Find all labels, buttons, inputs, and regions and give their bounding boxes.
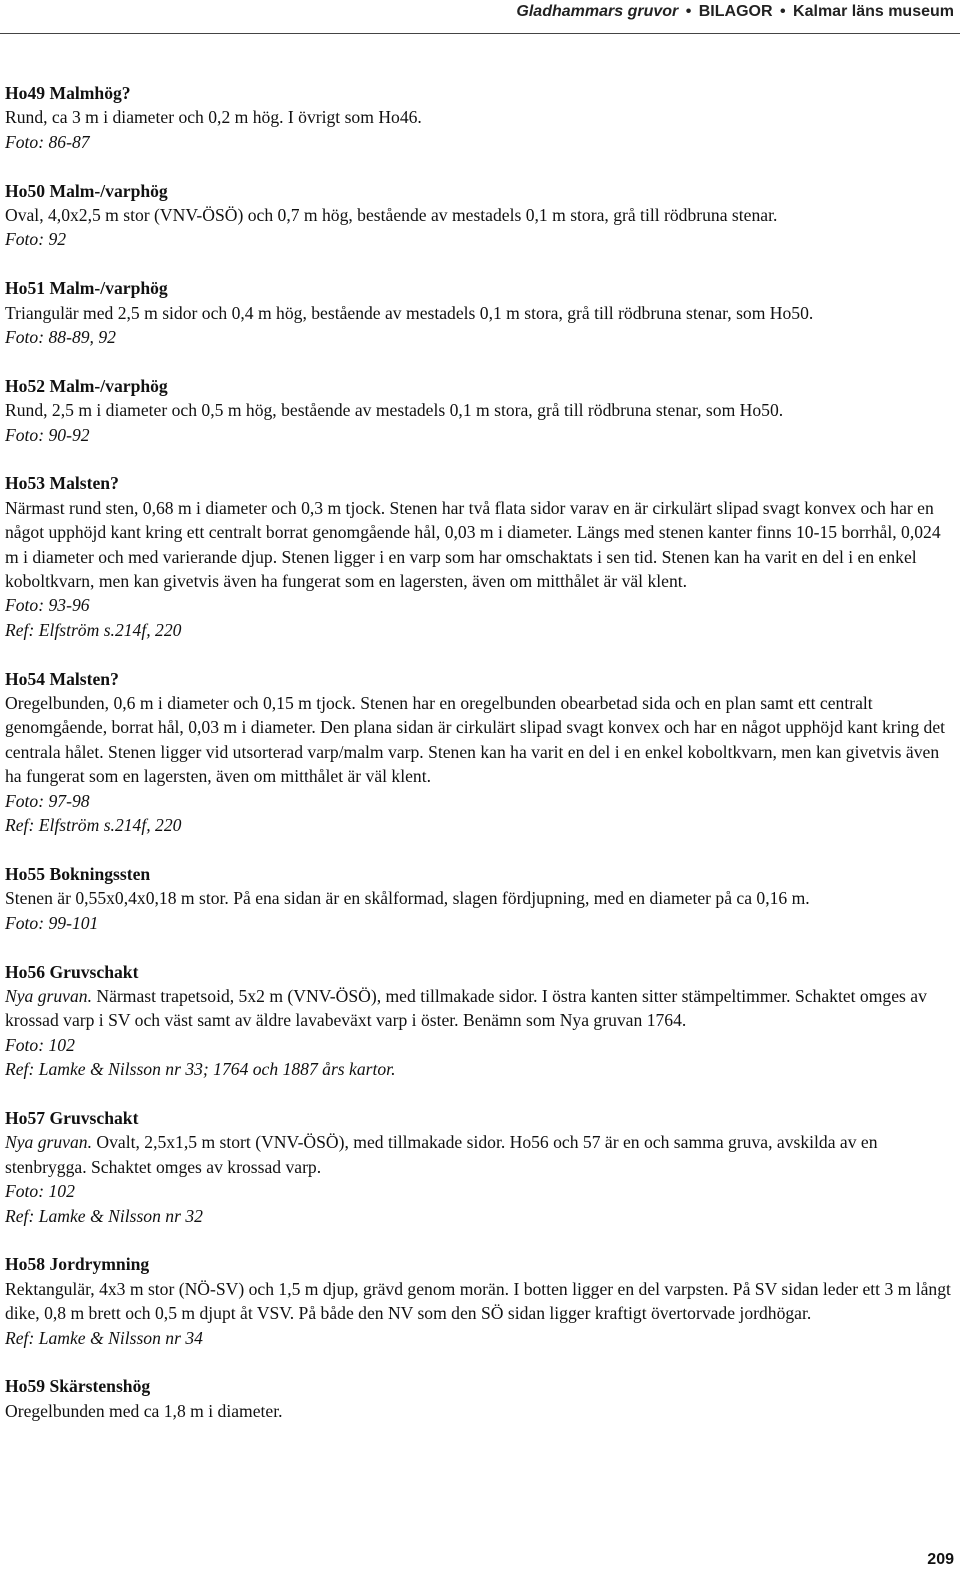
entry-heading: Ho49 Malmhög?	[5, 83, 131, 103]
entry-body: Ovalt, 2,5x1,5 m stort (VNV-ÖSÖ), med tillmakade sidor. Ho56 och 57 är en och samma gruva, avskilda av en stenbrygga. Schaktet omges av krossad varp.	[5, 1132, 878, 1177]
entry-body: Närmast trapetsoid, 5x2 m (VNV-ÖSÖ), med tillmakade sidor. I östra kanten sitter stämpeltimmer. Schaktet omges av krossad varp i SV och väst samt av äldre lavabeväxt varp i öster. Benämn som Nya gruvan 1764.	[5, 985, 927, 1031]
entry-description	[5, 105, 953, 129]
entry-photo-ref: Foto: 92	[5, 229, 67, 250]
entry	[5, 1106, 953, 1228]
entry-description	[5, 301, 953, 325]
entry-body: Oregelbunden, 0,6 m i diameter och 0,15 m tjock. Stenen har en oregelbunden obearbetad sida och en plan samt ett centralt genomgående, borrat hål, 0,03 m i diameter. Den plana sidan är cirkulärt slipad svagt konvex och har en något upphöjd kant kring det centrala hålet. Stenen ligger vid utsorterad varp/malm varp. Stenen kan ha varit en del i en enkel koboltkvarn, men kan givetvis även ha fungerat som en lagersten, även om mitthålet är väl klent.	[5, 693, 946, 787]
entry	[5, 276, 953, 349]
entry	[5, 1252, 953, 1350]
entry-photo-ref: Foto: 97-98	[5, 790, 90, 811]
entry-body: Stenen är 0,55x0,4x0,18 m stor. På ena sidan är en skålformad, slagen fördjupning, med en diameter på ca 0,16 m.	[5, 888, 810, 909]
entry-body: Rektangulär, 4x3 m stor (NÖ-SV) och 1,5 m djup, grävd genom morän. I botten ligger en del varpsten. På SV sidan leder ett 3 m långt dike, 0,8 m brett och 0,5 m djupt åt VSV. På både den NV som den SÖ sidan ligger kraftigt övertorvade jordhögar.	[5, 1278, 951, 1324]
entry-body: Oregelbunden med ca 1,8 m i diameter.	[5, 1400, 283, 1421]
entry-lead: Nya gruvan.	[5, 1132, 92, 1153]
entry-heading: Ho52 Malm-/varphög	[5, 375, 168, 396]
entry-reference: Ref: Lamke & Nilsson nr 34	[5, 1327, 203, 1348]
entry-heading: Ho58 Jordrymning	[5, 1254, 150, 1275]
entry-heading: Ho51 Malm-/varphög	[5, 278, 168, 299]
entry	[5, 862, 953, 935]
header-museum: Kalmar läns museum	[793, 3, 954, 20]
entry	[5, 471, 953, 642]
entry-description	[5, 1277, 953, 1326]
entry-reference: Ref: Elfström s.214f, 220	[5, 619, 182, 640]
entry-description	[5, 691, 953, 789]
entry-description	[5, 496, 953, 594]
entry	[5, 81, 953, 154]
header-rule	[0, 33, 960, 34]
entry-reference: Ref: Lamke & Nilsson nr 33; 1764 och 1887 års kartor.	[5, 1059, 396, 1080]
document-body	[5, 81, 953, 1448]
entry-lead: Nya gruvan.	[5, 985, 92, 1006]
header-title: Gladhammars gruvor	[516, 3, 679, 20]
entry-photo-ref: Foto: 93-96	[5, 595, 90, 616]
entry-description	[5, 1130, 953, 1179]
entry-heading: Ho56 Gruvschakt	[5, 961, 139, 982]
entry	[5, 179, 953, 252]
entry-heading: Ho57 Gruvschakt	[5, 1107, 139, 1128]
entry	[5, 374, 953, 447]
entry-reference: Ref: Lamke & Nilsson nr 32	[5, 1205, 203, 1226]
entry-photo-ref: Foto: 86-87	[5, 131, 90, 152]
entry-reference: Ref: Elfström s.214f, 220	[5, 815, 182, 836]
entry-description	[5, 1399, 953, 1423]
entry	[5, 1374, 953, 1423]
entry-body: Rund, ca 3 m i diameter och 0,2 m hög. I övrigt som Ho46.	[5, 107, 422, 128]
entry-photo-ref: Foto: 102	[5, 1181, 75, 1202]
entry-heading: Ho54 Malsten?	[5, 668, 119, 689]
entry-heading: Ho55 Bokningssten	[5, 863, 151, 884]
entry-description	[5, 398, 953, 422]
entry-body: Triangulär med 2,5 m sidor och 0,4 m hög, bestående av mestadels 0,1 m stora, grå till rödbruna stenar, som Ho50.	[5, 302, 814, 323]
entry-description	[5, 984, 953, 1033]
entry-description	[5, 203, 953, 227]
running-header	[516, 3, 954, 21]
entry	[5, 667, 953, 838]
entry-description	[5, 886, 953, 910]
entry	[5, 960, 953, 1082]
entry-body: Närmast rund sten, 0,68 m i diameter och 0,3 m tjock. Stenen har två flata sidor varav en är cirkulärt slipad svagt konvex och har en något upphöjd kant kring ett centralt borrat genomgående hål, 0,03 m i diameter. Längs med stenen kanter finns 10-15 borrhål, 0,024 m i diameter och med varierande djup. Stenen ligger i en varp som har omschaktats i sen tid. Stenen kan ha varit en del i en enkel koboltkvarn, men kan givetvis även ha fungerat som en lagersten, även om mitthålet är väl klent.	[5, 497, 941, 592]
entry-photo-ref: Foto: 102	[5, 1034, 75, 1055]
entry-body: Oval, 4,0x2,5 m stor (VNV-ÖSÖ) och 0,7 m hög, bestående av mestadels 0,1 m stora, grå till rödbruna stenar.	[5, 205, 778, 226]
entry-photo-ref: Foto: 99-101	[5, 912, 99, 933]
header-bullet: •	[779, 3, 786, 20]
page-number: 209	[927, 1551, 954, 1568]
header-appendix: BILAGOR	[698, 3, 773, 20]
entry-body: Rund, 2,5 m i diameter och 0,5 m hög, bestående av mestadels 0,1 m stora, grå till rödbruna stenar, som Ho50.	[5, 400, 784, 421]
entry-photo-ref: Foto: 90-92	[5, 424, 90, 445]
header-bullet: •	[685, 3, 692, 20]
entry-heading: Ho53 Malsten?	[5, 473, 119, 494]
entry-heading: Ho59 Skärstenshög	[5, 1376, 151, 1397]
entry-photo-ref: Foto: 88-89, 92	[5, 327, 116, 348]
entry-heading: Ho50 Malm-/varphög	[5, 180, 168, 201]
